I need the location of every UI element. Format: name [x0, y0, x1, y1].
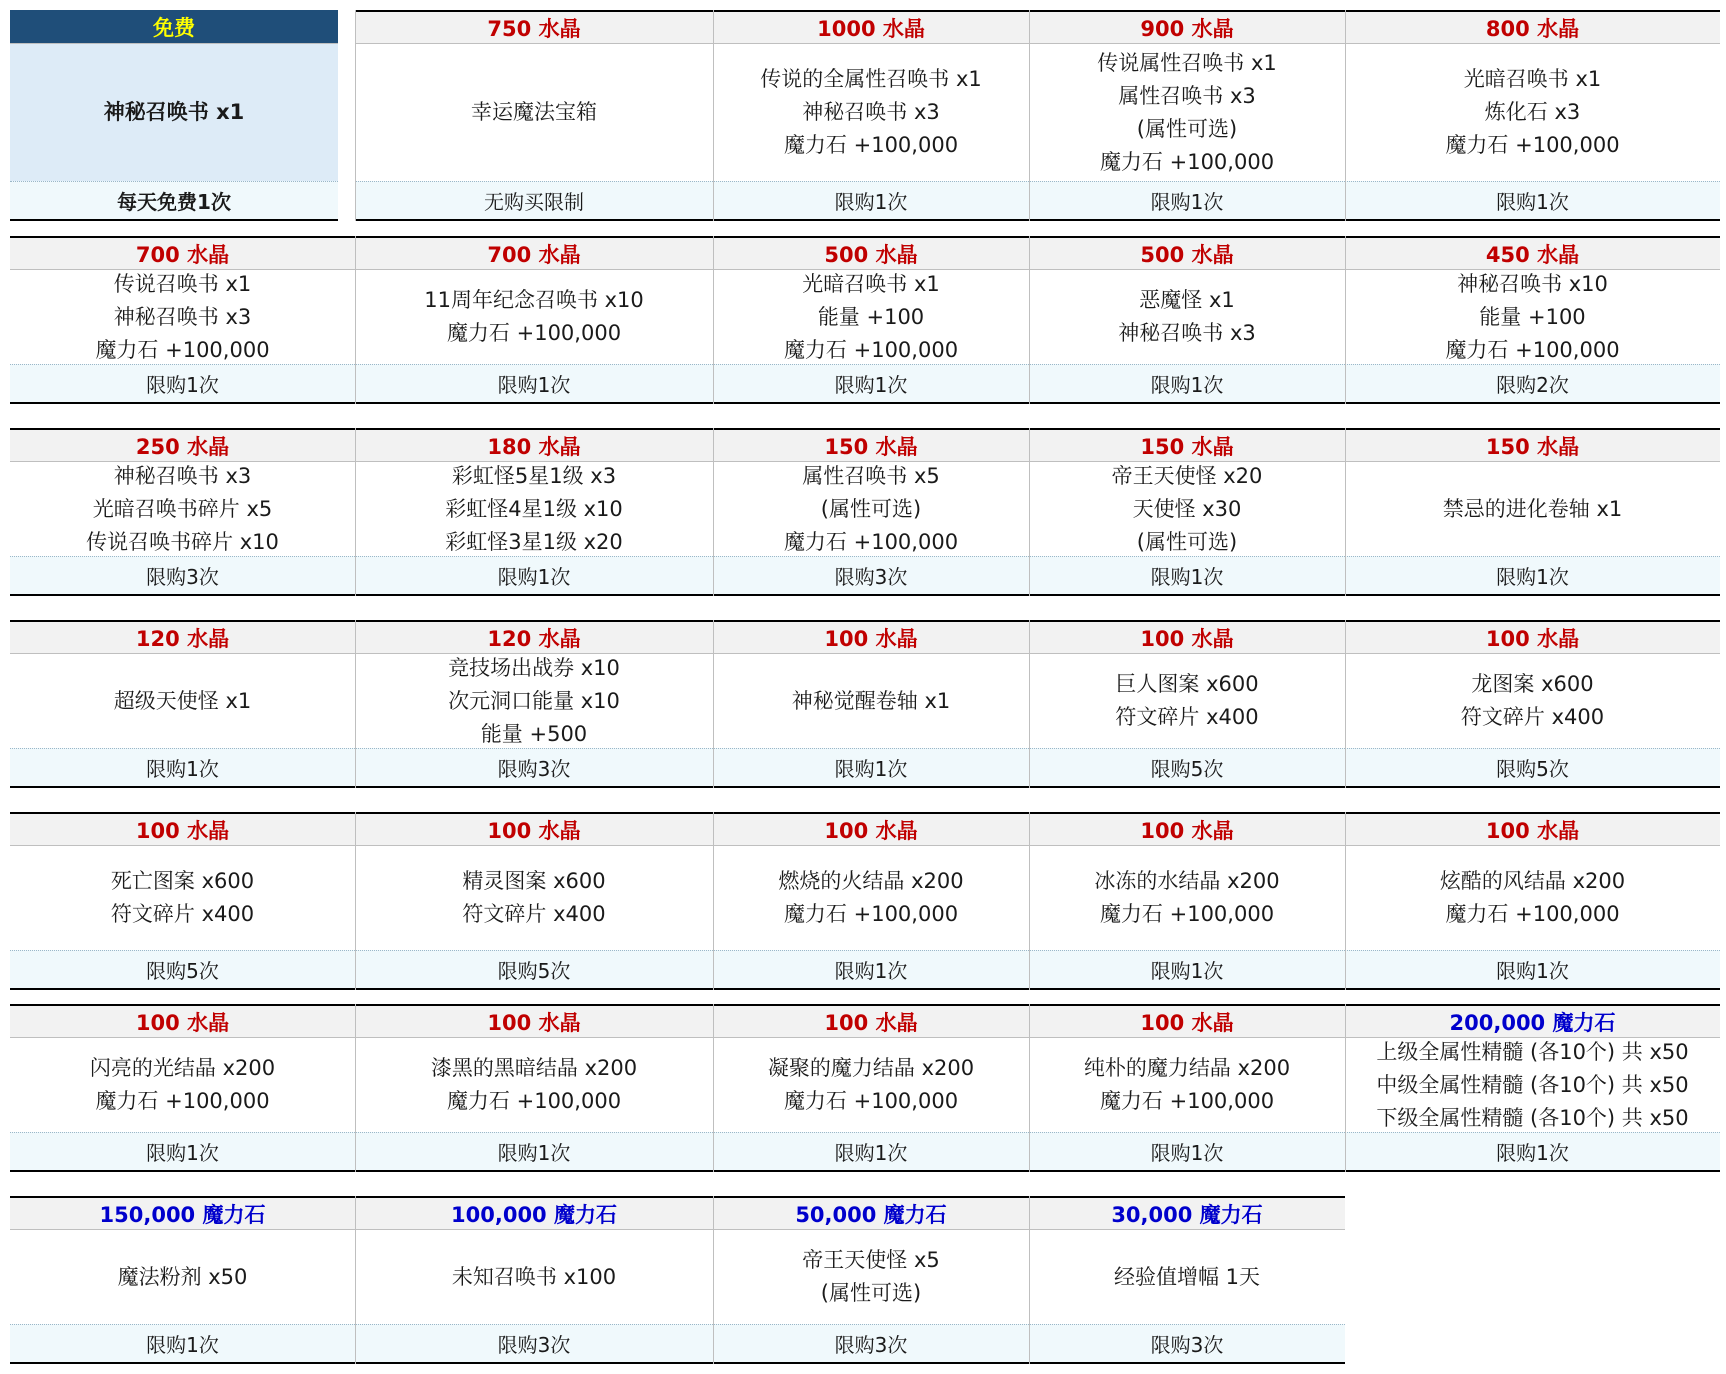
package-item: 神秘觉醒卷轴 x1: [791, 688, 951, 713]
package-price: 100 水晶: [1029, 620, 1345, 654]
package-item: 炫酷的风结晶 x200: [1439, 869, 1626, 893]
purchase-limit: 无购买限制: [355, 181, 713, 221]
package-contents: [713, 270, 1029, 364]
package-contents: [10, 462, 355, 556]
purchase-limit: 限购5次: [1345, 748, 1720, 788]
package-item: 属性召唤书 x5: [802, 463, 940, 488]
package-item: 魔力石 +100,000: [1099, 902, 1275, 926]
package-item: 巨人图案 x600: [1115, 672, 1259, 696]
package-price: 100 水晶: [10, 1004, 355, 1038]
purchase-limit: 限购1次: [1029, 181, 1345, 221]
package-price: 700 水晶: [10, 236, 355, 270]
package-contents: [1029, 846, 1345, 950]
purchase-limit: 限购1次: [10, 748, 355, 788]
package-item: (属性可选): [1136, 529, 1238, 554]
package-price: 1000 水晶: [713, 10, 1029, 44]
purchase-limit: 限购5次: [355, 950, 713, 990]
package-contents: [1029, 270, 1345, 364]
package-contents: [1345, 44, 1720, 181]
column-divider: [1345, 1004, 1346, 1172]
column-divider: [713, 428, 714, 596]
package-price: 100,000 魔力石: [355, 1196, 713, 1230]
package-price: 100 水晶: [355, 1004, 713, 1038]
column-divider: [355, 428, 356, 596]
purchase-limit: 限购1次: [713, 950, 1029, 990]
purchase-limit: 限购5次: [10, 950, 355, 990]
purchase-limit: 限购1次: [10, 1132, 355, 1172]
package-contents: [1345, 462, 1720, 556]
purchase-limit: 限购1次: [713, 181, 1029, 221]
purchase-limit: 限购3次: [1029, 1324, 1345, 1364]
package-item: 符文碎片 x400: [462, 902, 606, 926]
column-divider: [1029, 428, 1030, 596]
package-price: 900 水晶: [1029, 10, 1345, 44]
package-item: 超级天使怪 x1: [113, 688, 252, 713]
purchase-limit: 限购1次: [1345, 950, 1720, 990]
column-divider: [1029, 812, 1030, 990]
package-contents: [355, 846, 713, 950]
package-item: 闪亮的光结晶 x200: [89, 1056, 276, 1080]
package-item: 禁忌的进化卷轴 x1: [1442, 496, 1623, 521]
column-divider: [1029, 1004, 1030, 1172]
package-item: 魔力石 +100,000: [783, 902, 959, 926]
purchase-limit: 限购1次: [1029, 556, 1345, 596]
package-contents: [1029, 654, 1345, 748]
package-item: 魔力石 +100,000: [1099, 1089, 1275, 1113]
package-contents: [713, 462, 1029, 556]
package-contents: [1345, 846, 1720, 950]
column-divider: [1345, 428, 1346, 596]
package-contents: [10, 44, 338, 181]
purchase-limit: 限购1次: [10, 1324, 355, 1364]
package-item: 幸运魔法宝箱: [471, 100, 597, 124]
package-item: 中级全属性精髓 (各10个) 共 x50: [1376, 1072, 1689, 1097]
column-divider: [355, 812, 356, 990]
package-contents: [355, 654, 713, 748]
purchase-limit: 限购1次: [355, 556, 713, 596]
package-item: 能量 +100: [817, 304, 925, 329]
package-item: 漆黑的黑暗结晶 x200: [430, 1056, 638, 1080]
column-divider: [355, 1196, 356, 1364]
package-contents: [10, 1038, 355, 1132]
package-price: 30,000 魔力石: [1029, 1196, 1345, 1230]
package-price: 800 水晶: [1345, 10, 1720, 44]
package-contents: [355, 462, 713, 556]
purchase-limit: 限购1次: [713, 1132, 1029, 1172]
purchase-limit: 限购1次: [1029, 950, 1345, 990]
package-item: 死亡图案 x600: [110, 869, 255, 893]
package-item: 传说属性召唤书 x1: [1097, 50, 1277, 75]
package-item: 凝聚的魔力结晶 x200: [767, 1056, 975, 1080]
package-price: 100 水晶: [1029, 812, 1345, 846]
column-divider: [713, 236, 714, 404]
package-item: 魔力石 +100,000: [1099, 149, 1275, 174]
purchase-limit: 限购1次: [1345, 556, 1720, 596]
package-contents: [1029, 1038, 1345, 1132]
package-item: 魔力石 +100,000: [1445, 902, 1620, 926]
package-item: 下级全属性精髓 (各10个) 共 x50: [1376, 1105, 1689, 1130]
package-item: 魔力石 +100,000: [783, 1089, 959, 1113]
purchase-limit: 限购1次: [1345, 1132, 1720, 1172]
package-price: 150 水晶: [1345, 428, 1720, 462]
package-price: 500 水晶: [713, 236, 1029, 270]
package-item: 魔力石 +100,000: [446, 1089, 622, 1113]
package-item: 神秘召唤书 x10: [1457, 271, 1608, 296]
package-contents: [1029, 1230, 1345, 1324]
package-contents: [10, 654, 355, 748]
purchase-limit: 限购3次: [10, 556, 355, 596]
column-divider: [1029, 620, 1030, 788]
package-item: 光暗召唤书碎片 x5: [92, 496, 273, 521]
purchase-limit: 限购2次: [1345, 364, 1720, 404]
column-divider: [1345, 10, 1346, 221]
purchase-limit: 限购1次: [1029, 364, 1345, 404]
purchase-limit: 限购3次: [355, 748, 713, 788]
package-item: 神秘召唤书 x3: [1118, 321, 1256, 345]
package-item: 天使怪 x30: [1132, 496, 1242, 521]
package-price: 180 水晶: [355, 428, 713, 462]
package-item: 恶魔怪 x1: [1139, 288, 1235, 312]
purchase-limit: 限购3次: [355, 1324, 713, 1364]
package-item: 上级全属性精髓 (各10个) 共 x50: [1376, 1039, 1689, 1064]
package-contents: [713, 1038, 1029, 1132]
package-price: 120 水晶: [355, 620, 713, 654]
package-contents: [355, 1230, 713, 1324]
package-item: 传说的全属性召唤书 x1: [760, 67, 982, 91]
purchase-limit: 每天免费1次: [10, 181, 338, 221]
package-price: 100 水晶: [713, 620, 1029, 654]
purchase-limit: 限购1次: [713, 364, 1029, 404]
package-item: 神秘召唤书 x3: [113, 463, 252, 488]
package-item: 彩虹怪5星1级 x3: [451, 463, 617, 488]
package-item: 炼化石 x3: [1484, 100, 1581, 124]
package-item: 11周年纪念召唤书 x10: [424, 288, 644, 312]
package-item: 光暗召唤书 x1: [1463, 67, 1602, 91]
package-price: 100 水晶: [355, 812, 713, 846]
package-contents: [355, 1038, 713, 1132]
package-price: 750 水晶: [355, 10, 713, 44]
package-item: 传说召唤书 x1: [113, 271, 252, 296]
purchase-limit: 限购1次: [1345, 181, 1720, 221]
package-item: (属性可选): [1136, 116, 1238, 141]
column-divider: [1029, 236, 1030, 404]
package-item: (属性可选): [820, 1281, 922, 1305]
package-item: 能量 +500: [480, 721, 588, 746]
package-item: 传说召唤书碎片 x10: [86, 529, 279, 554]
package-item: 纯朴的魔力结晶 x200: [1083, 1056, 1291, 1080]
column-divider: [1029, 1196, 1030, 1364]
column-divider: [713, 620, 714, 788]
package-price: 150,000 魔力石: [10, 1196, 355, 1230]
column-divider: [1345, 812, 1346, 990]
package-contents: [1029, 462, 1345, 556]
package-item: 彩虹怪4星1级 x10: [445, 496, 623, 521]
package-item: 冰冻的水结晶 x200: [1094, 869, 1280, 893]
package-contents: [1029, 44, 1345, 181]
package-price: 100 水晶: [1345, 620, 1720, 654]
package-price: 150 水晶: [713, 428, 1029, 462]
package-item: 符文碎片 x400: [1115, 705, 1259, 729]
package-price: 150 水晶: [1029, 428, 1345, 462]
package-item: 符文碎片 x400: [1460, 705, 1605, 729]
purchase-limit: 限购1次: [1029, 1132, 1345, 1172]
package-contents: [355, 44, 713, 181]
package-item: 竞技场出战券 x10: [448, 655, 620, 680]
package-item: 经验值增幅 1天: [1113, 1264, 1261, 1289]
package-price: 100 水晶: [713, 1004, 1029, 1038]
package-item: 帝王天使怪 x20: [1111, 463, 1263, 488]
package-item: 魔力石 +100,000: [783, 337, 959, 362]
purchase-limit: 限购1次: [355, 1132, 713, 1172]
package-contents: [1345, 654, 1720, 748]
package-item: 神秘召唤书 x1: [103, 100, 245, 124]
column-divider: [355, 620, 356, 788]
package-item: 魔力石 +100,000: [1445, 133, 1620, 157]
package-price: 100 水晶: [1029, 1004, 1345, 1038]
package-item: 精灵图案 x600: [462, 869, 606, 893]
package-item: 魔力石 +100,000: [95, 337, 270, 362]
package-price: 500 水晶: [1029, 236, 1345, 270]
package-price: 100 水晶: [1345, 812, 1720, 846]
purchase-limit: 限购1次: [713, 748, 1029, 788]
column-divider: [355, 1004, 356, 1172]
package-price: 120 水晶: [10, 620, 355, 654]
purchase-limit: 限购3次: [713, 1324, 1029, 1364]
package-price: 免费: [10, 10, 338, 44]
purchase-limit: 限购1次: [10, 364, 355, 404]
package-contents: [713, 654, 1029, 748]
package-item: 魔力石 +100,000: [1445, 337, 1620, 362]
purchase-limit: 限购3次: [713, 556, 1029, 596]
package-item: 彩虹怪3星1级 x20: [445, 529, 623, 554]
package-item: 龙图案 x600: [1471, 672, 1594, 696]
column-divider: [713, 1196, 714, 1364]
package-contents: [10, 846, 355, 950]
column-divider: [355, 236, 356, 404]
package-contents: [10, 1230, 355, 1324]
package-contents: [1345, 270, 1720, 364]
package-item: 神秘召唤书 x3: [113, 304, 252, 329]
package-price: 50,000 魔力石: [713, 1196, 1029, 1230]
package-price: 100 水晶: [10, 812, 355, 846]
package-item: 次元洞口能量 x10: [448, 688, 620, 713]
column-divider: [1345, 236, 1346, 404]
package-contents: [713, 846, 1029, 950]
package-item: 能量 +100: [1479, 304, 1586, 329]
package-contents: [713, 1230, 1029, 1324]
package-item: 符文碎片 x400: [110, 902, 255, 926]
package-contents: [355, 270, 713, 364]
column-divider: [1029, 10, 1030, 221]
column-divider: [713, 1004, 714, 1172]
purchase-limit: 限购5次: [1029, 748, 1345, 788]
package-item: 光暗召唤书 x1: [802, 271, 940, 296]
package-item: 魔力石 +100,000: [783, 133, 959, 157]
package-item: 魔法粉剂 x50: [117, 1264, 248, 1289]
package-price: 200,000 魔力石: [1345, 1004, 1720, 1038]
package-item: 魔力石 +100,000: [446, 321, 622, 345]
package-item: 帝王天使怪 x5: [802, 1248, 940, 1272]
package-item: 未知召唤书 x100: [451, 1264, 617, 1289]
package-price: 100 水晶: [713, 812, 1029, 846]
package-price: 250 水晶: [10, 428, 355, 462]
package-item: (属性可选): [820, 496, 922, 521]
package-item: 燃烧的火结晶 x200: [778, 869, 964, 893]
package-price: 700 水晶: [355, 236, 713, 270]
package-contents: [1345, 1038, 1720, 1132]
package-contents: [713, 44, 1029, 181]
package-contents: [10, 270, 355, 364]
column-divider: [713, 10, 714, 221]
column-divider: [713, 812, 714, 990]
package-item: 神秘召唤书 x3: [802, 100, 940, 124]
column-divider: [1345, 620, 1346, 788]
package-item: 魔力石 +100,000: [783, 529, 959, 554]
package-price: 450 水晶: [1345, 236, 1720, 270]
package-item: 魔力石 +100,000: [95, 1089, 270, 1113]
package-item: 属性召唤书 x3: [1118, 83, 1256, 108]
column-divider: [355, 10, 356, 221]
purchase-limit: 限购1次: [355, 364, 713, 404]
